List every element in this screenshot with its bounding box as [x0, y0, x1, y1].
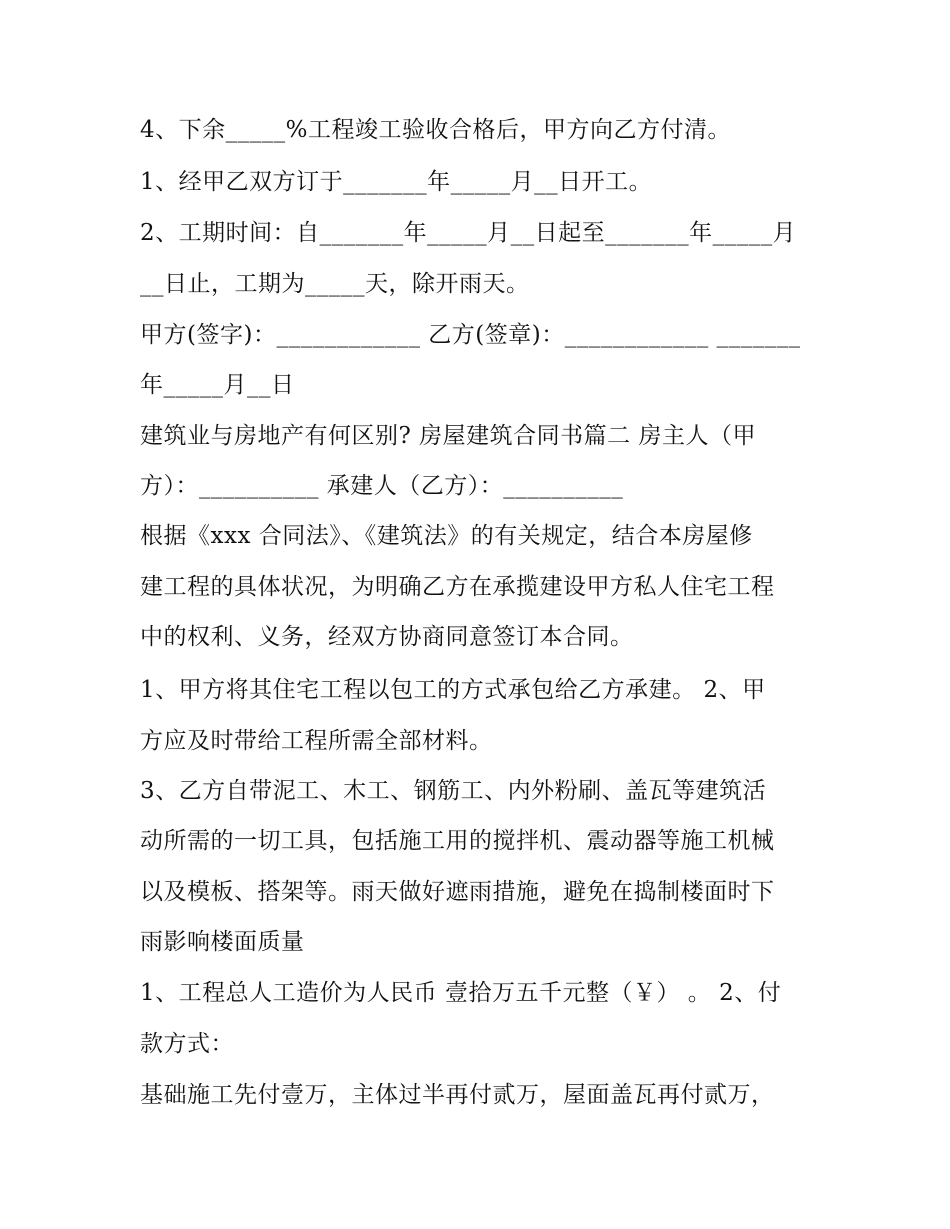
- text-line: 动所需的一切工具，包括施工用的搅拌机、震动器等施工机械: [140, 828, 775, 854]
- text-line: 1、甲方将其住宅工程以包工的方式承包给乙方承建。 2、甲: [140, 677, 766, 703]
- text-line: 基础施工先付壹万，主体过半再付贰万，屋面盖瓦再付贰万，: [140, 1082, 775, 1108]
- text-line: 2、工期时间：自_______年_____月__日起至_______年_____月: [140, 220, 797, 246]
- text-line: __日止，工期为_____天，除开雨天。: [140, 271, 530, 297]
- section-heading-line: 建筑业与房地产有何区别? 房屋建筑合同书篇二 房主人（甲: [140, 423, 756, 449]
- date-line: 年_____月__日: [140, 372, 295, 398]
- text-line: 建工程的具体状况，为明确乙方在承揽建设甲方私人住宅工程: [140, 574, 775, 600]
- text-line: 1、工程总人工造价为人民币 壹拾万五千元整（￥） 。 2、付: [140, 980, 782, 1006]
- parties-line: 方）：__________ 承建人（乙方）：__________: [140, 473, 624, 499]
- text-line: 1、经甲乙双方订于_______年_____月__日开工。: [140, 169, 653, 195]
- signature-line: 甲方(签字)：____________ 乙方(签章)：____________ _______: [140, 322, 801, 348]
- text-line: 中的权利、义务，经双方协商同意签订本合同。: [140, 624, 634, 650]
- text-line: 3、乙方自带泥工、木工、钢筋工、内外粉刷、盖瓦等建筑活: [140, 778, 767, 804]
- text-line: 以及模板、搭架等。雨天做好遮雨措施，避免在捣制楼面时下: [140, 879, 775, 905]
- text-line: 根据《xxx 合同法》、《建筑法》的有关规定，结合本房屋修: [140, 523, 753, 549]
- text-line: 4、下余_____%工程竣工验收合格后，甲方向乙方付清。: [140, 117, 731, 143]
- text-line: 方应及时带给工程所需全部材料。: [140, 728, 493, 754]
- text-line: 款方式：: [140, 1031, 234, 1057]
- text-line: 雨影响楼面质量: [140, 929, 305, 955]
